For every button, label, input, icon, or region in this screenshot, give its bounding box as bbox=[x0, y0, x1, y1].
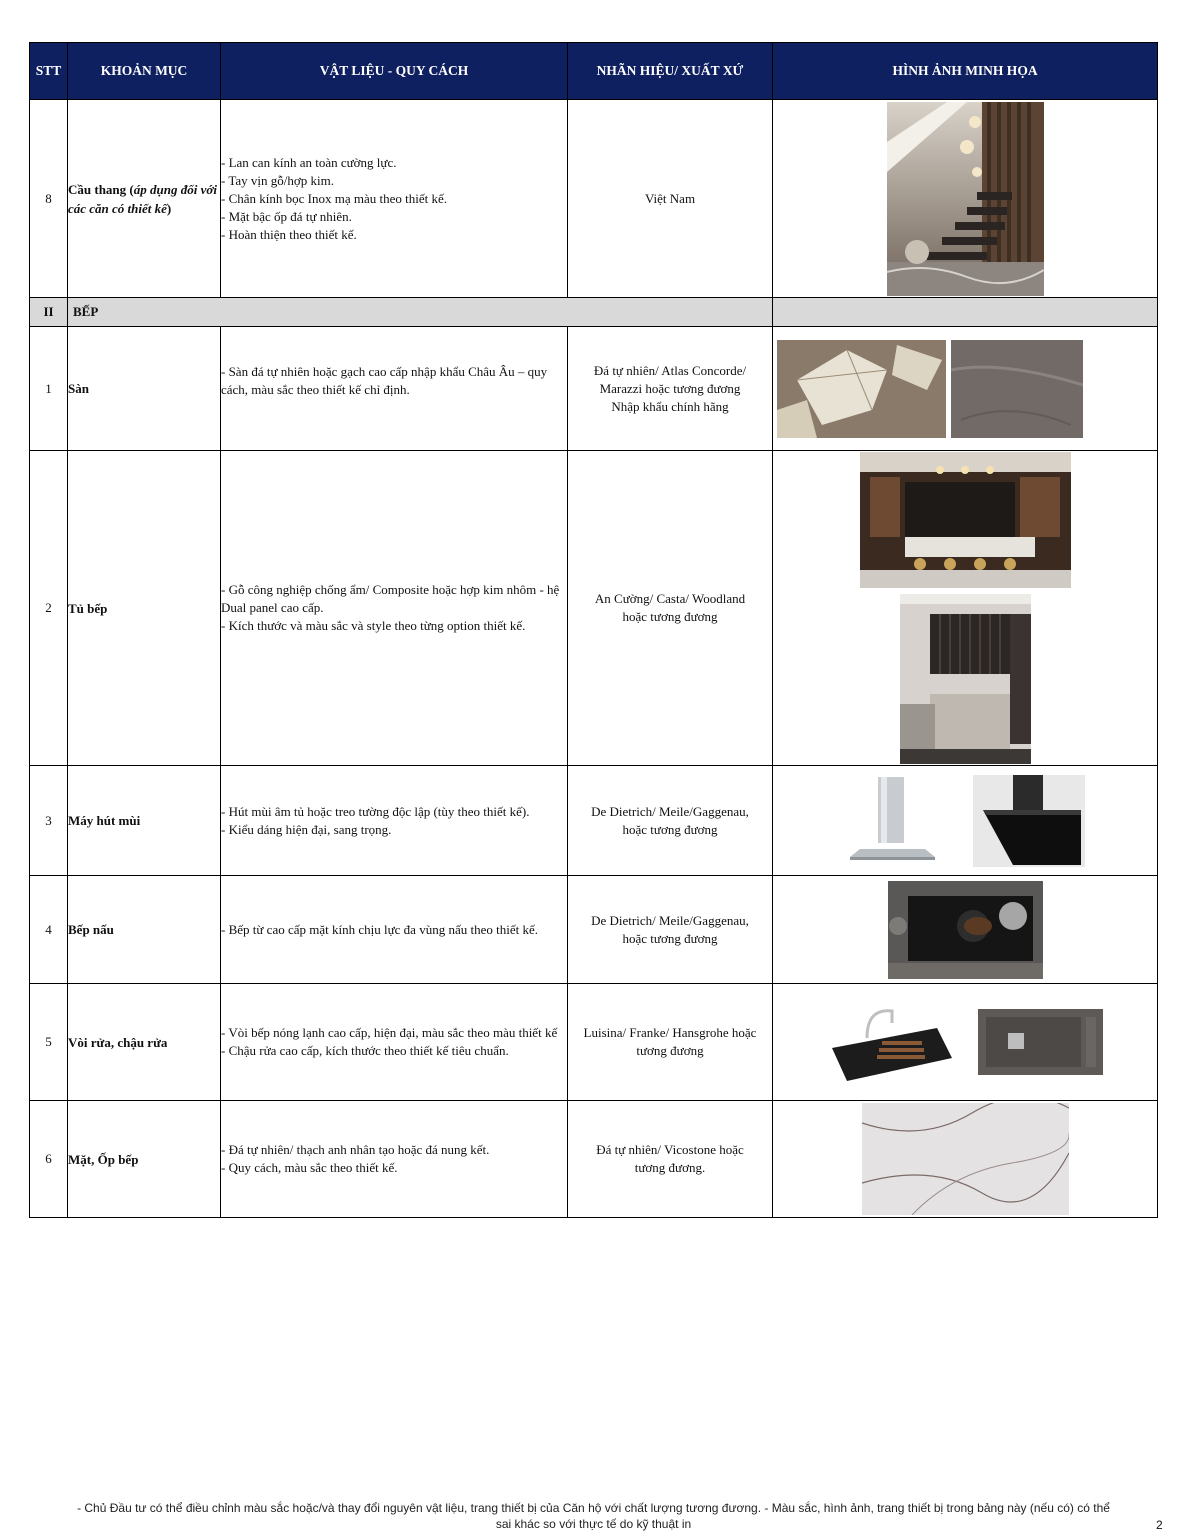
row-brand bbox=[568, 451, 773, 766]
spec-line: - Gỗ công nghiệp chống ẩm/ Composite hoặc hợp kim nhôm - hệ Dual panel cao cấp. bbox=[221, 582, 560, 615]
row-images bbox=[773, 984, 1158, 1101]
row-brand: Việt Nam bbox=[568, 100, 773, 298]
row-brand bbox=[568, 876, 773, 984]
section-row bbox=[30, 298, 1158, 327]
header-brand: NHÃN HIỆU/ XUẤT XỨ bbox=[568, 43, 773, 100]
quartz-slab-image bbox=[862, 1103, 1069, 1215]
table-row bbox=[30, 876, 1158, 984]
spec-line: - Sàn đá tự nhiên hoặc gạch cao cấp nhập khẩu Châu Âu – quy cách, màu sắc theo thiết kế chỉ định. bbox=[221, 364, 548, 397]
row-item: Vòi rửa, chậu rửa bbox=[68, 984, 221, 1101]
table-header-row bbox=[30, 43, 1158, 100]
row-specs bbox=[221, 766, 568, 876]
row-stt: 5 bbox=[30, 984, 68, 1101]
brand-line: Nhập khẩu chính hãng bbox=[611, 398, 729, 414]
granite-sink-image bbox=[978, 1009, 1103, 1075]
footer-line: sai khác so với thực tế do kỹ thuật in bbox=[495, 1517, 692, 1531]
staircase-image bbox=[887, 102, 1044, 296]
row-images bbox=[773, 766, 1158, 876]
row-item: Tủ bếp bbox=[68, 451, 221, 766]
spec-line: - Chân kính bọc Inox mạ màu theo thiết kế. bbox=[221, 190, 448, 206]
wall-hood-image bbox=[973, 775, 1085, 867]
row-stt: 3 bbox=[30, 766, 68, 876]
header-item: KHOẢN MỤC bbox=[68, 43, 221, 100]
row-images bbox=[773, 876, 1158, 984]
brand-line: hoặc tương đương bbox=[622, 930, 718, 946]
page-number: 2 bbox=[1156, 1518, 1163, 1532]
spec-line: - Hoàn thiện theo thiết kế. bbox=[221, 226, 357, 242]
spec-line: - Mặt bậc ốp đá tự nhiên. bbox=[221, 208, 352, 224]
section-image-cell bbox=[773, 298, 1158, 327]
kitchen-island-image bbox=[860, 452, 1071, 588]
header-image: HÌNH ẢNH MINH HỌA bbox=[773, 43, 1158, 100]
row-stt: 8 bbox=[30, 100, 68, 298]
row-images bbox=[773, 1101, 1158, 1218]
brand-line: An Cường/ Casta/ Woodland bbox=[594, 591, 746, 606]
brand-line: Luisina/ Franke/ Hansgrohe hoặc bbox=[583, 1025, 757, 1040]
row-specs bbox=[221, 327, 568, 451]
header-stt: STT bbox=[30, 43, 68, 100]
brand-line: tương đương. bbox=[634, 1160, 706, 1175]
table-row bbox=[30, 451, 1158, 766]
grey-stone-tile-image bbox=[951, 340, 1083, 438]
table-row bbox=[30, 984, 1158, 1101]
row-specs bbox=[221, 1101, 568, 1218]
table-row bbox=[30, 100, 1158, 298]
brand-line: Marazzi hoặc tương đương bbox=[599, 380, 741, 396]
row-specs bbox=[221, 876, 568, 984]
island-hood-image bbox=[845, 777, 940, 865]
row-brand bbox=[568, 1101, 773, 1218]
spec-line: - Đá tự nhiên/ thạch anh nhân tạo hoặc đá nung kết. bbox=[221, 1142, 490, 1157]
row-stt: 1 bbox=[30, 327, 68, 451]
spec-line: - Chậu rửa cao cấp, kích thước theo thiết kế tiêu chuẩn. bbox=[221, 1043, 509, 1058]
spec-line: - Hút mùi âm tủ hoặc treo tường độc lập (tùy theo thiết kế). bbox=[221, 803, 530, 819]
spec-line: - Kiểu dáng hiện đại, sang trọng. bbox=[221, 821, 392, 837]
footer-line: - Chủ Đầu tư có thể điều chỉnh màu sắc hoặc/và thay đổi nguyên vật liệu, trang thiết bị của Căn hộ với chất lượng tương đương. - Màu sắc, hình ảnh, trang thiết bị trong bảng này (nếu có) có thể bbox=[77, 1501, 1110, 1515]
row-item: Mặt, Ốp bếp bbox=[68, 1101, 221, 1218]
row-item bbox=[68, 100, 221, 298]
table-row bbox=[30, 327, 1158, 451]
brand-line: tương đương bbox=[636, 1043, 704, 1058]
spec-line: - Quy cách, màu sắc theo thiết kế. bbox=[221, 1160, 398, 1175]
row-images bbox=[773, 451, 1158, 766]
item-bold: Cầu thang ( bbox=[68, 181, 134, 197]
brand-line: Đá tự nhiên/ Atlas Concorde/ bbox=[593, 362, 747, 378]
table-row bbox=[30, 766, 1158, 876]
row-images bbox=[773, 100, 1158, 298]
row-item: Sàn bbox=[68, 327, 221, 451]
row-item: Máy hút mùi bbox=[68, 766, 221, 876]
row-brand bbox=[568, 984, 773, 1101]
brand-line: hoặc tương đương bbox=[622, 609, 718, 624]
brand-line: De Dietrich/ Meile/Gaggenau, bbox=[591, 803, 749, 819]
table-row bbox=[30, 1101, 1158, 1218]
row-images bbox=[773, 327, 1158, 451]
section-stt: II bbox=[30, 298, 68, 327]
spec-table bbox=[29, 42, 1158, 1218]
item-end: ) bbox=[166, 200, 172, 216]
spec-line: - Vòi bếp nóng lạnh cao cấp, hiện đại, màu sắc theo màu thiết kế bbox=[221, 1025, 558, 1040]
spec-line: - Tay vịn gỗ/hợp kim. bbox=[221, 172, 334, 188]
row-stt: 6 bbox=[30, 1101, 68, 1218]
section-title: BẾP bbox=[68, 298, 773, 327]
brand-line: Đá tự nhiên/ Vicostone hoặc bbox=[596, 1142, 744, 1157]
spec-line: - Kích thước và màu sắc và style theo từng option thiết kế. bbox=[221, 618, 526, 633]
row-item: Bếp nấu bbox=[68, 876, 221, 984]
item-italic: áp dụng đối với các căn có thiết kế bbox=[68, 181, 217, 216]
row-specs bbox=[221, 451, 568, 766]
row-specs bbox=[221, 984, 568, 1101]
marble-tile-image bbox=[777, 340, 946, 438]
spec-line: - Lan can kính an toàn cường lực. bbox=[221, 154, 397, 170]
induction-cooktop-image bbox=[888, 881, 1043, 979]
row-brand bbox=[568, 766, 773, 876]
header-material: VẬT LIỆU - QUY CÁCH bbox=[221, 43, 568, 100]
row-brand bbox=[568, 327, 773, 451]
kitchen-cabinet-image bbox=[900, 594, 1031, 764]
row-stt: 2 bbox=[30, 451, 68, 766]
footer-note bbox=[20, 1500, 1167, 1532]
row-specs bbox=[221, 100, 568, 298]
brand-line: De Dietrich/ Meile/Gaggenau, bbox=[591, 912, 749, 928]
sink-faucet-image bbox=[827, 1003, 954, 1081]
row-stt: 4 bbox=[30, 876, 68, 984]
brand-line: hoặc tương đương bbox=[622, 821, 718, 837]
spec-line: - Bếp từ cao cấp mặt kính chịu lực đa vùng nấu theo thiết kế. bbox=[221, 921, 538, 937]
